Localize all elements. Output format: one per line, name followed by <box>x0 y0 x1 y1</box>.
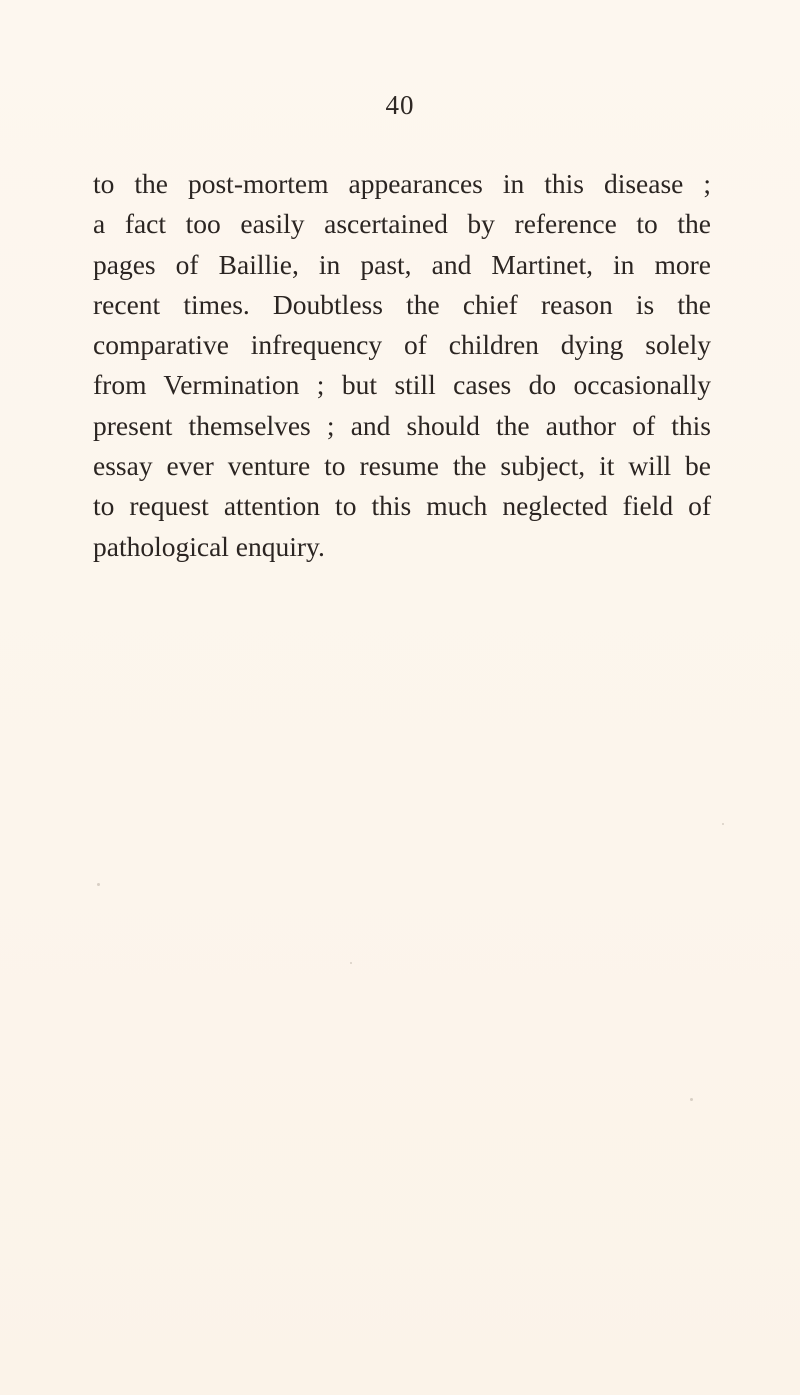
text-line: comparative infrequency of children dying solely <box>93 329 711 361</box>
text-line: recent times. Doubtless the chief reason is the <box>93 288 711 320</box>
paper-speck <box>350 962 352 964</box>
paper-speck <box>97 883 100 886</box>
text-line: to request attention to this much neglected field of <box>93 490 711 522</box>
text-line-last: pathological enquiry. <box>93 530 325 562</box>
text-line: present themselves ; and should the author of this <box>93 409 711 441</box>
body-paragraph <box>93 164 711 567</box>
paper-speck <box>722 823 724 825</box>
text-line: a fact too easily ascertained by reference to the <box>93 208 711 240</box>
text-line: to the post-mortem appearances in this disease ; <box>93 168 711 199</box>
text-line: from Vermination ; but still cases do occasionally <box>93 369 711 401</box>
paper-speck <box>690 1098 693 1101</box>
text-line: essay ever venture to resume the subject, it will be <box>93 450 711 482</box>
page-number: 40 <box>385 90 415 120</box>
text-line: pages of Baillie, in past, and Martinet, in more <box>93 248 711 280</box>
